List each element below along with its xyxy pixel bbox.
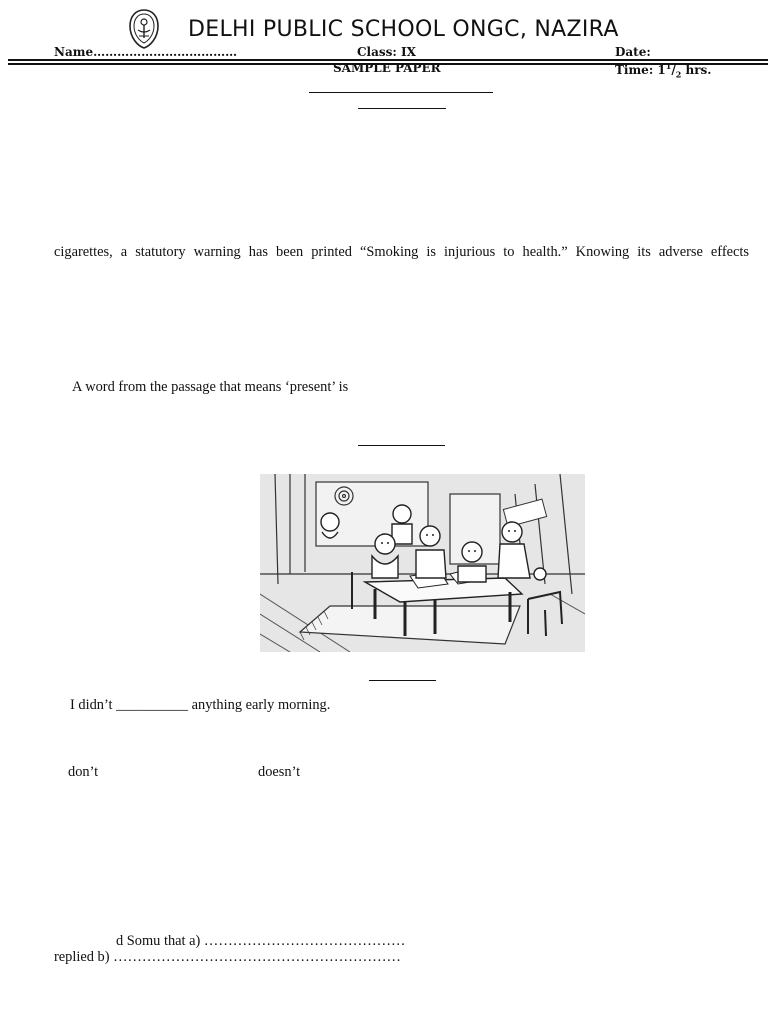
option-a: don’t [68, 764, 99, 780]
time-denominator: 2 [675, 69, 682, 80]
school-emblem-icon [128, 8, 160, 50]
name-label: Name……………………………… [54, 45, 238, 59]
section-underline [358, 108, 446, 109]
time-suffix: hrs. [681, 63, 712, 77]
section-underline-3 [369, 680, 436, 681]
date-label: Date: [615, 45, 651, 59]
fill-in-sentence: I didn’t __________ anything early morning. [70, 697, 331, 713]
reported-speech-line-1: d Somu that a) …………………………………… [116, 933, 406, 949]
time-slash: / [671, 63, 676, 77]
time-numerator: 1 [665, 61, 672, 71]
section-underline-2 [358, 445, 445, 446]
class-label: Class: IX [357, 45, 416, 59]
divider-line [309, 92, 493, 93]
reported-speech-line-2: replied b) …………………………………………………… [54, 949, 401, 965]
vocabulary-question: A word from the passage that means ‘present’ is [72, 379, 349, 395]
students-studying-illustration [260, 474, 585, 652]
time-prefix: Time: 1 [615, 63, 666, 77]
school-name: DELHI PUBLIC SCHOOL ONGC, NAZIRA [188, 17, 619, 42]
time-label [615, 61, 712, 79]
passage-line: cigarettes, a statutory warning has been printed “Smoking is injurious to health.” Knowing its adverse effects [54, 244, 749, 260]
option-b: doesn’t [258, 764, 301, 780]
paper-title: SAMPLE PAPER [333, 61, 441, 75]
